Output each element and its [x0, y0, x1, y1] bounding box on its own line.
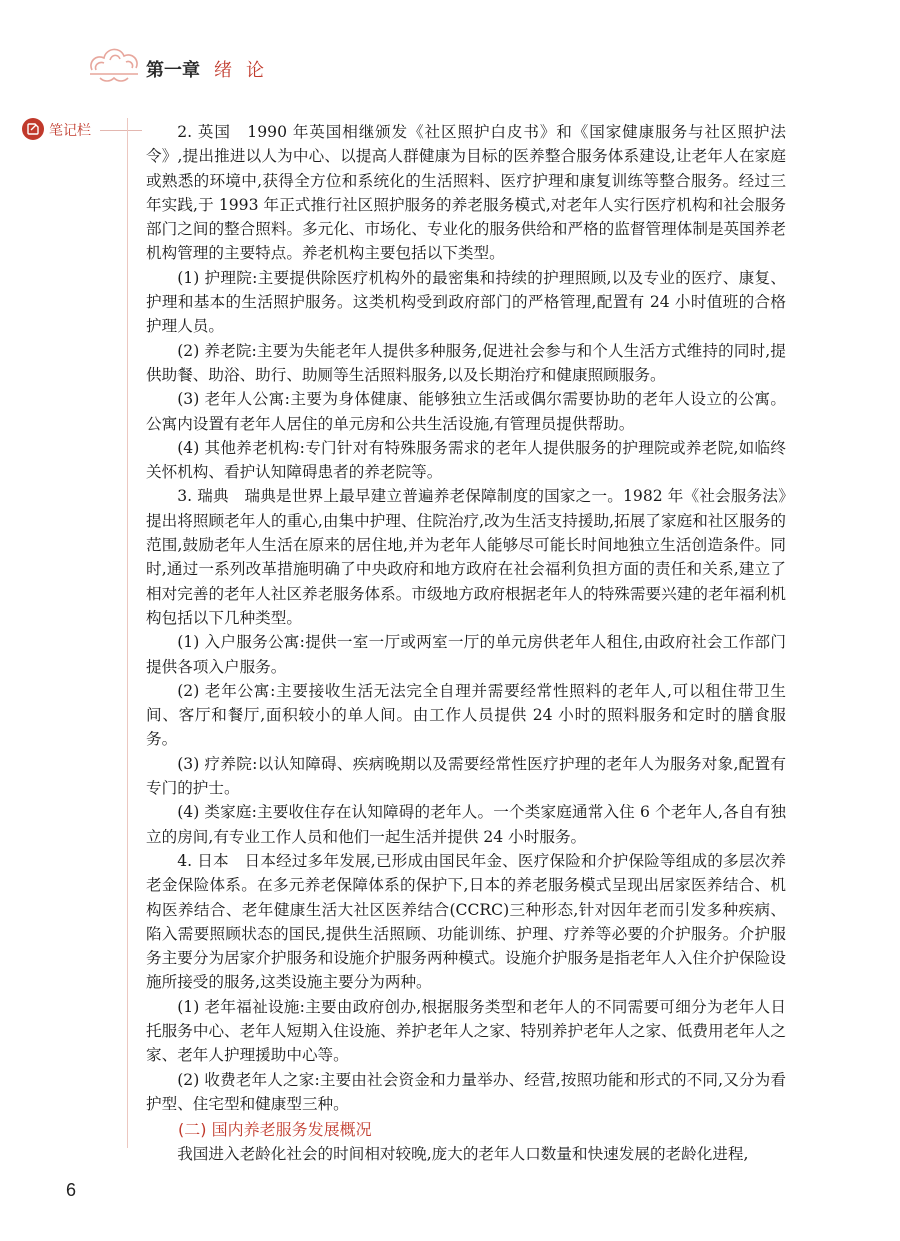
paragraph: (3) 老年人公寓:主要为身体健康、能够独立生活或偶尔需要协助的老年人设立的公寓。公寓内设置有老年人居住的单元房和公共生活设施,有管理员提供帮助。	[146, 390, 786, 433]
paragraph: 我国进入老龄化社会的时间相对较晚,庞大的老年人口数量和快速发展的老龄化进程,	[177, 1145, 749, 1164]
paragraph: (2) 老年公寓:主要接收生活无法完全自理并需要经常性照料的老年人,可以租住带卫生间、客厅和餐厅,面积较小的单人间。由工作人员提供 24 小时的照料服务和定时的膳食服务。	[146, 681, 786, 749]
chapter-number: 第一章	[146, 60, 200, 81]
section-heading: (二) 国内养老服务发展概况	[178, 1120, 372, 1140]
paragraph: (2) 收费老年人之家:主要由社会资金和力量举办、经营,按照功能和形式的不同,又分为看护型、住宅型和健康型三种。	[146, 1070, 786, 1113]
margin-rule	[127, 118, 128, 1148]
body-text	[146, 120, 786, 1166]
paragraph: (1) 护理院:主要提供除医疗机构外的最密集和持续的护理照顾,以及专业的医疗、康复、护理和基本的生活照护服务。这类机构受到政府部门的严格管理,配置有 24 小时值班的合格护理人员。	[146, 268, 786, 336]
paragraph: (4) 其他养老机构:专门针对有特殊服务需求的老年人提供服务的护理院或养老院,如临终关怀机构、看护认知障碍患者的养老院等。	[146, 438, 786, 482]
notes-icon	[22, 118, 44, 140]
chapter-heading	[146, 56, 278, 82]
paragraph: 4. 日本 日本经过多年发展,已形成由国民年金、医疗保险和介护保险等组成的多层次养老金保险体系。在多元养老保障体系的保护下,日本的养老服务模式呈现出居家医养结合、机构医养结合、老年健康生活大社区医养结合(CCRC)三种形态,针对因年老而引发多种疾病、陷入需要照顾状态的国民,提供生活照顾、功能训练、护理、疗养等必要的介护服务。介护服务主要分为居家介护服务和设施介护服务两种模式。设施介护服务是指老年人入住介护保险设施所接受的服务,这类设施主要分为两种。	[146, 851, 786, 992]
notes-column-label	[22, 118, 132, 142]
paragraph: (4) 类家庭:主要收住存在认知障碍的老年人。一个类家庭通常入住 6 个老年人,各自有独立的房间,有专业工作人员和他们一起生活并提供 24 小时服务。	[146, 803, 786, 846]
paragraph: (1) 老年福祉设施:主要由政府创办,根据服务类型和老年人的不同需要可细分为老年人日托服务中心、老年人短期入住设施、养护老年人之家、特别养护老年人之家、低费用老年人之家、老年人护理援助中心等。	[146, 997, 786, 1065]
paragraph: (1) 入户服务公寓:提供一室一厅或两室一厅的单元房供老年人租住,由政府社会工作部门提供各项入户服务。	[146, 633, 786, 676]
page-number: 6	[66, 1180, 77, 1200]
chapter-title: 绪论	[214, 60, 278, 81]
page-header	[86, 40, 846, 96]
paragraph: 2. 英国 1990 年英国相继颁发《社区照护白皮书》和《国家健康服务与社区照护法令》,提出推进以人为中心、以提高人群健康为目标的医养整合服务体系建设,让老年人在家庭或熟悉的环境中,获得全方位和系统化的生活照料、医疗护理和康复训练等整合服务。经过三年实践,于 1993 年正式推行社区照护服务的养老服务模式,对老年人实行医疗机构和社会服务部门之间的整合照料。多元化、市场化、专业化的服务供给和严格的监督管理体制是英国养老机构管理的主要特点。养老机构主要包括以下类型。	[146, 123, 786, 263]
paragraph: (3) 疗养院:以认知障碍、疾病晚期以及需要经常性医疗护理的老年人为服务对象,配置有专门的护士。	[146, 754, 786, 798]
notes-label: 笔记栏	[49, 123, 91, 139]
notes-divider	[100, 130, 142, 131]
paragraph: 3. 瑞典 瑞典是世界上最早建立普遍养老保障制度的国家之一。1982 年《社会服务法》提出将照顾老年人的重心,由集中护理、住院治疗,改为生活支持援助,拓展了家庭和社区服务的范围,鼓励老年人生活在原来的居住地,并为老年人能够尽可能长时间地独立生活创造条件。同时,通过一系列改革措施明确了中央政府和地方政府在社会福利负担方面的责任和关系,建立了相对完善的老年人社区养老服务体系。市级地方政府根据老年人的特殊需要兴建的老年福利机构包括以下几种类型。	[146, 487, 786, 627]
paragraph: (2) 养老院:主要为失能老年人提供多种服务,促进社会参与和个人生活方式维持的同时,提供助餐、助浴、助行、助厕等生活照料服务,以及长期治疗和健康照顾服务。	[146, 341, 786, 384]
auspicious-cloud-icon	[86, 40, 142, 88]
